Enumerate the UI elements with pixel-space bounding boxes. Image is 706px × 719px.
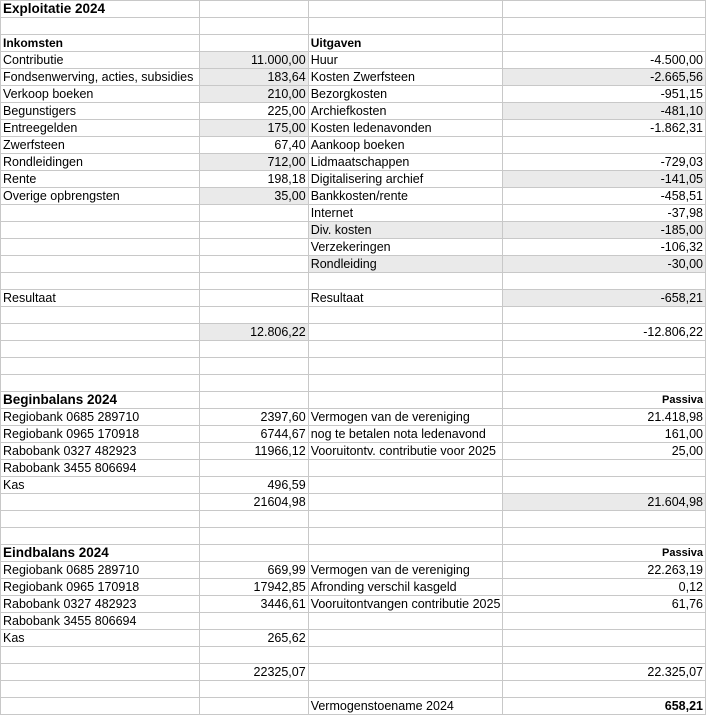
activa-label[interactable]: Rabobank 3455 806694 xyxy=(1,460,200,477)
beginbalans-passiva-header[interactable]: Passiva xyxy=(503,392,706,409)
passiva-value[interactable] xyxy=(503,630,706,647)
activa-value[interactable] xyxy=(199,613,308,630)
activa-label[interactable]: Rabobank 3455 806694 xyxy=(1,613,200,630)
passiva-value[interactable]: 22.263,19 xyxy=(503,562,706,579)
table-row xyxy=(1,103,706,120)
uit-value[interactable]: -141,05 xyxy=(503,171,706,188)
uit-label[interactable]: Internet xyxy=(308,205,503,222)
ink-value[interactable]: 175,00 xyxy=(199,120,308,137)
uit-value[interactable]: -37,98 xyxy=(503,205,706,222)
uit-label[interactable]: Bankkosten/rente xyxy=(308,188,503,205)
row-exploitatie-header xyxy=(1,35,706,52)
activa-value[interactable]: 265,62 xyxy=(199,630,308,647)
passiva-value[interactable]: 21.418,98 xyxy=(503,409,706,426)
uit-label[interactable]: Archiefkosten xyxy=(308,103,503,120)
beginbalans-title[interactable]: Beginbalans 2024 xyxy=(1,392,200,409)
passiva-value[interactable]: 161,00 xyxy=(503,426,706,443)
table-row xyxy=(1,171,706,188)
ink-value[interactable]: 183,64 xyxy=(199,69,308,86)
uit-label[interactable]: Verzekeringen xyxy=(308,239,503,256)
ink-value[interactable] xyxy=(199,222,308,239)
row-exploitatie-totals xyxy=(1,324,706,341)
row-eindbalans-totals xyxy=(1,664,706,681)
passiva-label[interactable] xyxy=(308,477,503,494)
activa-value[interactable]: 17942,85 xyxy=(199,579,308,596)
activa-label[interactable]: Regiobank 0965 170918 xyxy=(1,426,200,443)
passiva-label[interactable] xyxy=(308,630,503,647)
ink-label[interactable]: Zwerfsteen xyxy=(1,137,200,154)
uit-value[interactable]: -481,10 xyxy=(503,103,706,120)
uit-value[interactable]: -185,00 xyxy=(503,222,706,239)
table-row xyxy=(1,409,706,426)
table-row xyxy=(1,222,706,239)
uit-value[interactable]: -458,51 xyxy=(503,188,706,205)
uit-value[interactable]: -106,32 xyxy=(503,239,706,256)
eindbalans-total-passiva[interactable]: 22.325,07 xyxy=(503,664,706,681)
uitgaven-header[interactable]: Uitgaven xyxy=(308,35,503,52)
ink-label[interactable] xyxy=(1,239,200,256)
activa-value[interactable]: 11966,12 xyxy=(199,443,308,460)
row-resultaat xyxy=(1,290,706,307)
inkomsten-header[interactable]: Inkomsten xyxy=(1,35,200,52)
activa-label[interactable]: Regiobank 0685 289710 xyxy=(1,409,200,426)
table-row xyxy=(1,256,706,273)
ink-label[interactable]: Verkoop boeken xyxy=(1,86,200,103)
activa-label[interactable]: Kas xyxy=(1,477,200,494)
resultaat-value[interactable]: -658,21 xyxy=(503,290,706,307)
ink-value[interactable]: 210,00 xyxy=(199,86,308,103)
uit-value[interactable] xyxy=(503,137,706,154)
passiva-value[interactable] xyxy=(503,613,706,630)
total-uitgaven[interactable]: -12.806,22 xyxy=(503,324,706,341)
vermogenstoename-label[interactable]: Vermogenstoename 2024 xyxy=(308,698,503,715)
beginbalans-total-passiva[interactable]: 21.604,98 xyxy=(503,494,706,511)
table-row xyxy=(1,443,706,460)
beginbalans-total-activa[interactable]: 21604,98 xyxy=(199,494,308,511)
passiva-value[interactable] xyxy=(503,477,706,494)
passiva-value[interactable]: 0,12 xyxy=(503,579,706,596)
uit-label[interactable]: Aankoop boeken xyxy=(308,137,503,154)
ink-value[interactable]: 712,00 xyxy=(199,154,308,171)
ink-value[interactable] xyxy=(199,205,308,222)
table-row xyxy=(1,137,706,154)
eindbalans-total-activa[interactable]: 22325,07 xyxy=(199,664,308,681)
activa-value[interactable]: 669,99 xyxy=(199,562,308,579)
passiva-label[interactable] xyxy=(308,613,503,630)
uit-value[interactable]: -1.862,31 xyxy=(503,120,706,137)
ink-value[interactable]: 198,18 xyxy=(199,171,308,188)
table-row xyxy=(1,188,706,205)
uit-label[interactable]: Div. kosten xyxy=(308,222,503,239)
resultaat-label-left[interactable]: Resultaat xyxy=(1,290,200,307)
activa-value[interactable]: 2397,60 xyxy=(199,409,308,426)
table-row xyxy=(1,86,706,103)
passiva-label[interactable]: nog te betalen nota ledenavond xyxy=(308,426,503,443)
ink-label[interactable] xyxy=(1,256,200,273)
activa-value[interactable] xyxy=(199,460,308,477)
uit-label[interactable]: Huur xyxy=(308,52,503,69)
passiva-label[interactable]: Vooruitontv. contributie voor 2025 xyxy=(308,443,503,460)
row-exploitatie-title xyxy=(1,1,706,18)
activa-value[interactable]: 3446,61 xyxy=(199,596,308,613)
table-row xyxy=(1,239,706,256)
ink-label[interactable]: Contributie xyxy=(1,52,200,69)
row-vermogenstoename xyxy=(1,698,706,715)
eindbalans-title[interactable]: Eindbalans 2024 xyxy=(1,545,200,562)
activa-value[interactable]: 6744,67 xyxy=(199,426,308,443)
ink-value[interactable]: 67,40 xyxy=(199,137,308,154)
ink-value[interactable] xyxy=(199,239,308,256)
uit-label[interactable]: Rondleiding xyxy=(308,256,503,273)
table-row xyxy=(1,630,706,647)
uit-label[interactable]: Kosten Zwerfsteen xyxy=(308,69,503,86)
table-row xyxy=(1,562,706,579)
uit-value[interactable]: -951,15 xyxy=(503,86,706,103)
row-beginbalans-totals xyxy=(1,494,706,511)
ink-label[interactable]: Rondleidingen xyxy=(1,154,200,171)
table-row xyxy=(1,460,706,477)
activa-label[interactable]: Rabobank 0327 482923 xyxy=(1,443,200,460)
activa-label[interactable]: Regiobank 0685 289710 xyxy=(1,562,200,579)
activa-label[interactable]: Kas xyxy=(1,630,200,647)
table-row xyxy=(1,69,706,86)
uit-value[interactable]: -4.500,00 xyxy=(503,52,706,69)
passiva-label[interactable]: Vooruitontvangen contributie 2025 xyxy=(308,596,503,613)
activa-value[interactable]: 496,59 xyxy=(199,477,308,494)
table-row xyxy=(1,579,706,596)
passiva-label[interactable]: Afronding verschil kasgeld xyxy=(308,579,503,596)
uit-label[interactable]: Lidmaatschappen xyxy=(308,154,503,171)
exploitatie-title[interactable]: Exploitatie 2024 xyxy=(1,1,200,18)
passiva-value[interactable] xyxy=(503,460,706,477)
passiva-value[interactable]: 25,00 xyxy=(503,443,706,460)
ink-value[interactable]: 35,00 xyxy=(199,188,308,205)
passiva-label[interactable]: Vermogen van de vereniging xyxy=(308,409,503,426)
total-inkomsten[interactable]: 12.806,22 xyxy=(199,324,308,341)
table-row xyxy=(1,613,706,630)
resultaat-label-right[interactable]: Resultaat xyxy=(308,290,503,307)
table-row xyxy=(1,596,706,613)
uit-label[interactable]: Bezorgkosten xyxy=(308,86,503,103)
table-row xyxy=(1,52,706,69)
uit-value[interactable]: -2.665,56 xyxy=(503,69,706,86)
activa-label[interactable]: Regiobank 0965 170918 xyxy=(1,579,200,596)
ink-label[interactable] xyxy=(1,205,200,222)
uit-value[interactable]: -729,03 xyxy=(503,154,706,171)
row-eindbalans-title xyxy=(1,545,706,562)
ink-label[interactable]: Overige opbrengsten xyxy=(1,188,200,205)
activa-label[interactable]: Rabobank 0327 482923 xyxy=(1,596,200,613)
uit-value[interactable]: -30,00 xyxy=(503,256,706,273)
ink-label[interactable]: Begunstigers xyxy=(1,103,200,120)
vermogenstoename-value[interactable]: 658,21 xyxy=(503,698,706,715)
uit-label[interactable]: Digitalisering archief xyxy=(308,171,503,188)
table-row xyxy=(1,205,706,222)
row-beginbalans-title xyxy=(1,392,706,409)
table-row xyxy=(1,477,706,494)
ink-value[interactable] xyxy=(199,256,308,273)
uit-label[interactable]: Kosten ledenavonden xyxy=(308,120,503,137)
ink-label[interactable] xyxy=(1,222,200,239)
table-row xyxy=(1,426,706,443)
ink-label[interactable]: Entreegelden xyxy=(1,120,200,137)
passiva-value[interactable]: 61,76 xyxy=(503,596,706,613)
ink-value[interactable]: 11.000,00 xyxy=(199,52,308,69)
ink-label[interactable]: Fondsenwerving, acties, subsidies xyxy=(1,69,200,86)
table-row xyxy=(1,154,706,171)
table-row xyxy=(1,120,706,137)
eindbalans-passiva-header[interactable]: Passiva xyxy=(503,545,706,562)
ink-value[interactable]: 225,00 xyxy=(199,103,308,120)
ink-label[interactable]: Rente xyxy=(1,171,200,188)
passiva-label[interactable]: Vermogen van de vereniging xyxy=(308,562,503,579)
passiva-label[interactable] xyxy=(308,460,503,477)
